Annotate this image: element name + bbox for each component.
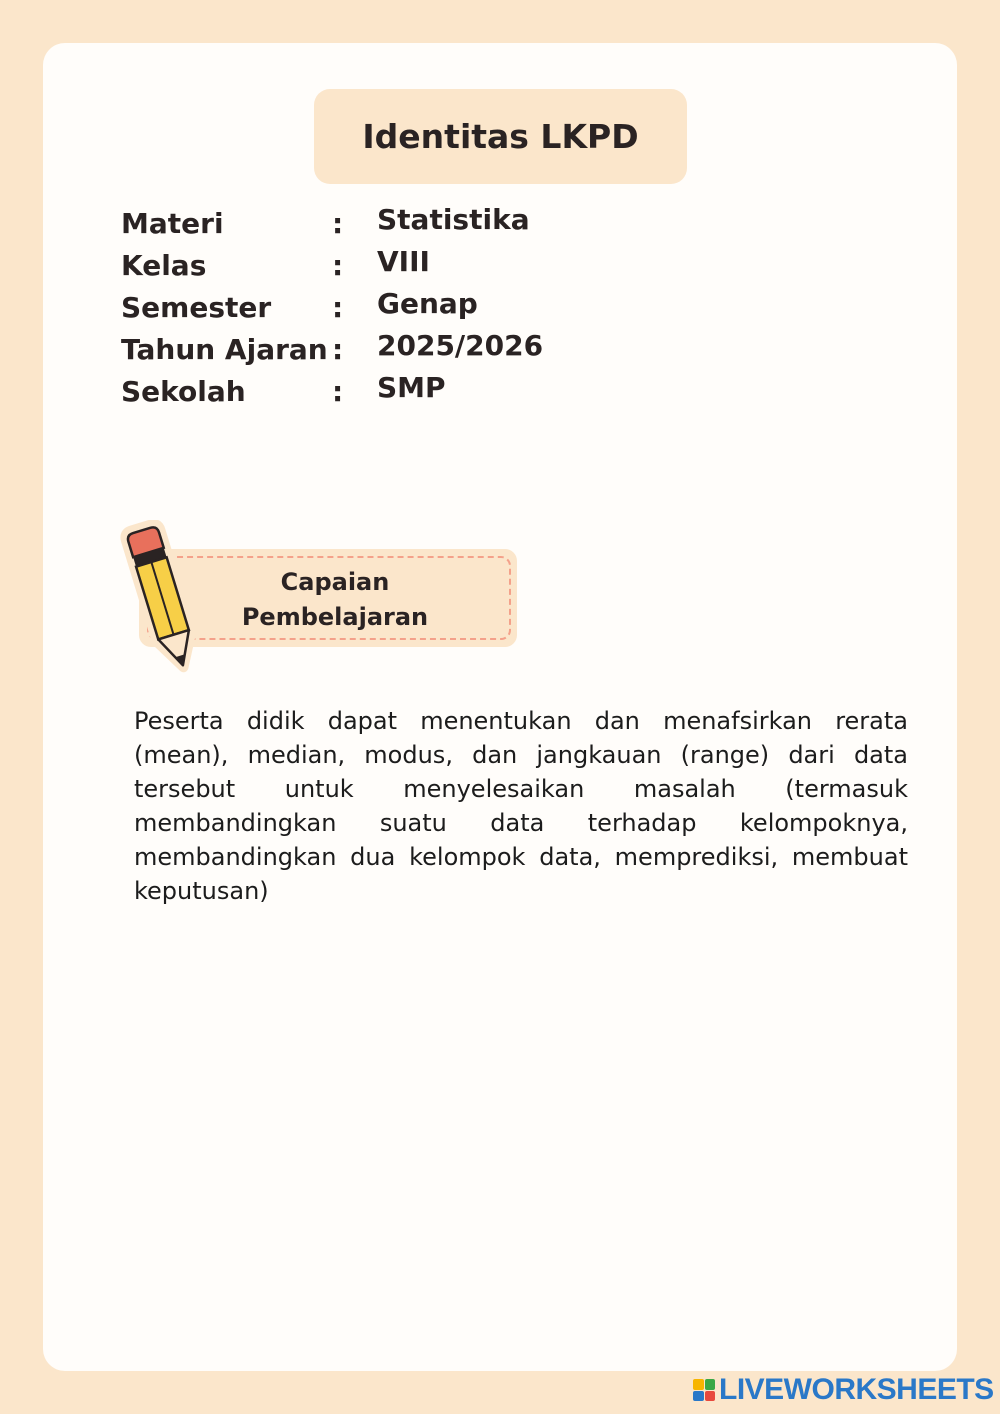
brand-logo bbox=[693, 1374, 994, 1406]
identity-colon: : bbox=[332, 291, 344, 324]
identity-label: Kelas bbox=[121, 249, 207, 282]
identity-label: Materi bbox=[121, 207, 224, 240]
identity-label: Semester bbox=[121, 291, 272, 324]
identity-value: Genap bbox=[377, 287, 478, 320]
identity-colon: : bbox=[332, 375, 344, 408]
section-heading bbox=[200, 565, 470, 635]
identity-value: 2025/2026 bbox=[377, 329, 544, 362]
identity-value: VIII bbox=[377, 245, 430, 278]
identity-colon: : bbox=[332, 207, 344, 240]
page-title bbox=[314, 89, 687, 184]
identity-label: Sekolah bbox=[121, 375, 246, 408]
identity-value: Statistika bbox=[377, 203, 530, 236]
section-body-text: Peserta didik dapat menentukan dan menafsirkan rerata (mean), median, modus, dan jangkauan (range) dari data tersebut untuk menyelesaikan masalah (termasuk membandingkan suatu data terhadap kelompoknya, membandingkan dua kelompok data, memprediksi, membuat keputusan) bbox=[134, 707, 908, 905]
section-heading-line2: Pembelajaran bbox=[241, 603, 429, 631]
identity-colon: : bbox=[332, 333, 344, 366]
page-title-text: Identitas LKPD bbox=[362, 117, 639, 156]
section-heading-line1: Capaian bbox=[280, 568, 390, 596]
pencil-icon bbox=[118, 520, 210, 680]
brand-logo-text: LIVEWORKSHEETS bbox=[719, 1373, 994, 1406]
identity-label: Tahun Ajaran bbox=[121, 333, 328, 366]
identity-value: SMP bbox=[377, 371, 446, 404]
brand-logo-icon bbox=[693, 1379, 715, 1401]
identity-colon: : bbox=[332, 249, 344, 282]
